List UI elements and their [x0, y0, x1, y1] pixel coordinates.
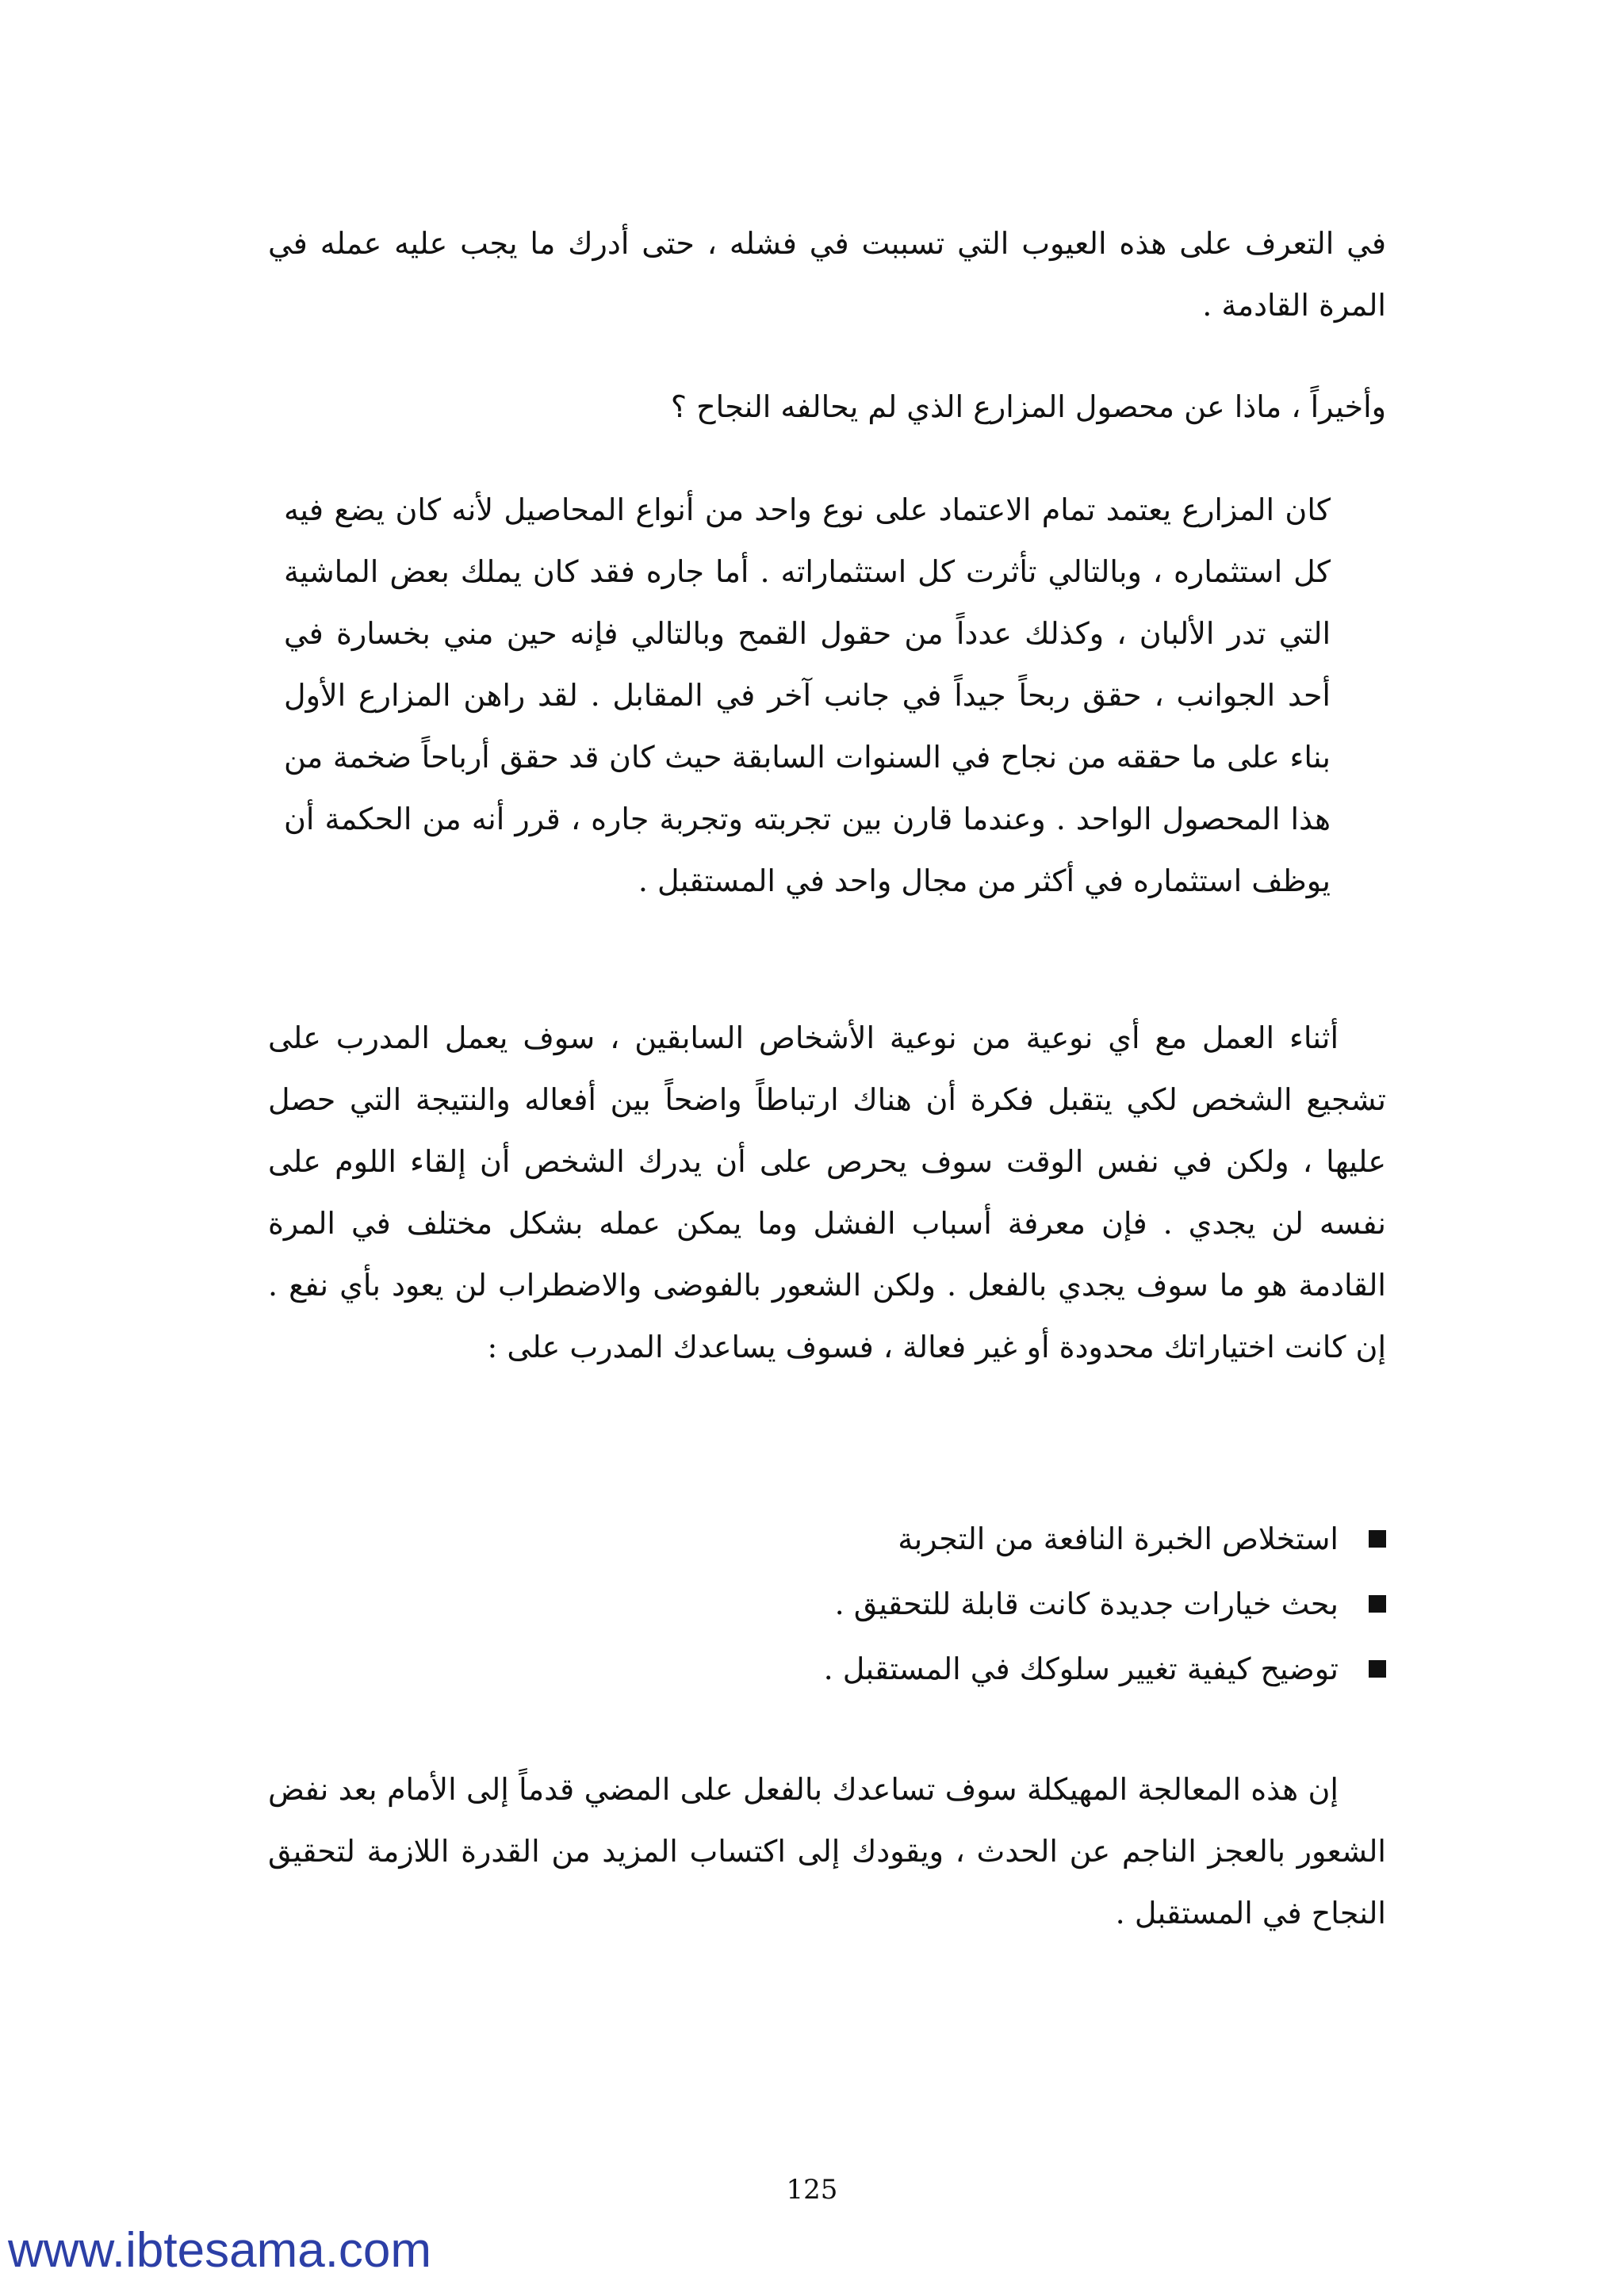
- paragraph-farmer-story: كان المزارع يعتمد تمام الاعتماد على نوع واحد من أنواع المحاصيل لأنه كان يضع فيه كل استثماره ، وبالتالي تأثرت كل استثماراته . أما جاره فقد كان يملك بعض الماشية التي تدر الألبان ، وكذلك عدداً من حقول القمح وبالتالي فإنه حين مني بخسارة في أحد الجوانب ، حقق ربحاً جيداً في جانب آخر في المقابل . لقد راهن المزارع الأول بناء على ما حققه من نجاح في السنوات السابقة حيث كان قد حقق أرباحاً ضخمة من هذا المحصول الواحد . وعندما قارن بين تجربته وتجربة جاره ، قرر أنه من الحكمة أن يوظف استثماره في أكثر من مجال واحد في المستقبل .: [284, 492, 1331, 898]
- paragraph-question: وأخيراً ، ماذا عن محصول المزارع الذي لم يحالفه النجاح ؟: [670, 389, 1386, 424]
- square-bullet-icon: [1369, 1530, 1386, 1548]
- page-number: 125: [786, 2174, 838, 2206]
- bullet-text: استخلاص الخبرة النافعة من التجربة: [898, 1521, 1339, 1556]
- paragraph-coaching-method: أثناء العمل مع أي نوعية من نوعية الأشخاص السابقين ، سوف يعمل المدرب على تشجيع الشخص لكي يتقبل فكرة أن هناك ارتباطاً واضحاً بين أفعاله والنتيجة التي حصل عليها ، ولكن في نفس الوقت سوف يحرص على أن يدرك الشخص أن إلقاء اللوم على نفسه لن يجدي . فإن معرفة أسباب الفشل وما يمكن عمله بشكل مختلف في المرة القادمة هو ما سوف يجدي بالفعل . ولكن الشعور بالفوضى والاضطراب لن يعود بأي نفع . إن كانت اختياراتك محدودة أو غير فعالة ، فسوف يساعدك المدرب على :: [268, 1020, 1386, 1364]
- bullet-text: توضيح كيفية تغيير سلوكك في المستقبل .: [823, 1651, 1339, 1686]
- square-bullet-icon: [1369, 1595, 1386, 1613]
- bullet-text: بحث خيارات جديدة كانت قابلة للتحقيق .: [834, 1586, 1339, 1621]
- paragraph-intro: في التعرف على هذه العيوب التي تسببت في فشله ، حتى أدرك ما يجب عليه عمله في المرة القادمة .: [268, 226, 1386, 323]
- square-bullet-icon: [1369, 1660, 1386, 1678]
- paragraph-conclusion: إن هذه المعالجة المهيكلة سوف تساعدك بالفعل على المضي قدماً إلى الأمام بعد نفض الشعور بالعجز الناجم عن الحدث ، ويقودك إلى اكتساب المزيد من القدرة اللازمة لتحقيق النجاح في المستقبل .: [268, 1772, 1386, 1931]
- list-item: [514, 1571, 1386, 1636]
- list-item: [514, 1636, 1386, 1701]
- watermark-url: www.ibtesama.com: [8, 2223, 432, 2278]
- bullet-list: [514, 1506, 1386, 1701]
- list-item: [514, 1506, 1386, 1571]
